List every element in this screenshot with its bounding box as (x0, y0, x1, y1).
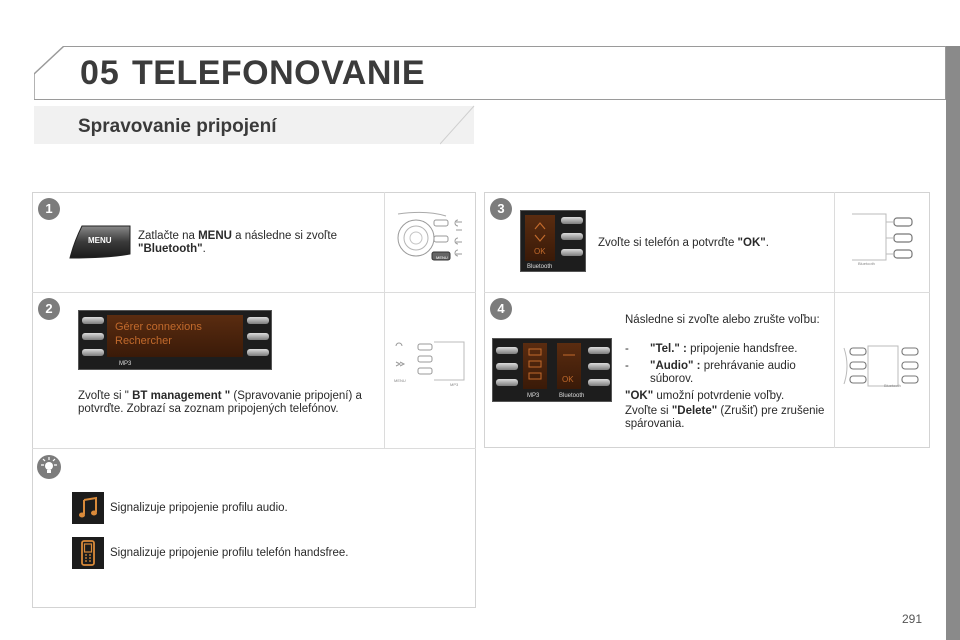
radio-panel-sketch (392, 210, 470, 276)
lcd-menu-item: Gérer connexions (115, 321, 202, 333)
sketch-status: MP3 (450, 382, 459, 387)
soft-key (496, 363, 518, 370)
step-badge-2: 2 (38, 298, 60, 320)
sketch-status: Bluetooth (858, 261, 875, 266)
status-mp3: MP3 (527, 393, 540, 399)
lcd-screen-right (557, 343, 581, 389)
lcd-ok-label: OK (562, 375, 574, 384)
step4-ok-text: "OK" umožní potvrdenie voľby. (625, 390, 785, 402)
step1-text: Zatlačte na MENU a následne si zvoľte "Bluetooth". (138, 230, 337, 255)
soft-key (588, 363, 610, 370)
menu-button-label: MENU (88, 236, 112, 245)
page-number: 291 (902, 612, 923, 626)
display-screenshot-step3 (520, 210, 586, 272)
divider (384, 192, 385, 448)
step4-delete-text: Zvoľte si "Delete" (Zrušiť) pre zrušenie spárovania. (625, 405, 825, 430)
right-edge-bar (946, 46, 960, 640)
audio-profile-text: Signalizuje pripojenie profilu audio. (110, 502, 288, 514)
sketch-status: Bluetooth (884, 383, 901, 388)
soft-key (588, 347, 610, 354)
step-badge-1: 1 (38, 198, 60, 220)
soft-key (247, 349, 269, 356)
lcd-screen (525, 215, 555, 261)
step4-item2: "Audio" : prehrávanie audio súborov. (650, 360, 796, 385)
soft-key (247, 333, 269, 340)
divider (834, 192, 835, 448)
header-slash-decoration (34, 46, 76, 100)
divider (32, 448, 476, 449)
display-screenshot-step2 (78, 310, 272, 370)
soft-key (496, 347, 518, 354)
soft-key (588, 379, 610, 386)
step-badge-3: 3 (490, 198, 512, 220)
soft-key (561, 217, 583, 224)
soft-key (82, 317, 104, 324)
step-badge-4: 4 (490, 298, 512, 320)
sketch-menu-label: MENU (394, 378, 406, 383)
status-bluetooth: Bluetooth (527, 264, 553, 270)
phone-profile-text: Signalizuje pripojenie profilu telefón handsfree. (110, 547, 349, 559)
display-screenshot-step4 (492, 338, 612, 402)
section-title: Spravovanie pripojení (78, 116, 277, 137)
tip-lightbulb-icon (36, 454, 62, 480)
status-bluetooth: Bluetooth (559, 393, 585, 399)
divider (32, 292, 476, 293)
step4-item1-dash: - (625, 343, 629, 355)
soft-key (496, 379, 518, 386)
lcd-screen-left (523, 343, 547, 389)
chapter-title: TELEFONOVANIE (132, 54, 425, 92)
step4-item1: "Tel." : pripojenie handsfree. (650, 343, 798, 355)
lcd-screen (107, 315, 243, 357)
step2-text: Zvoľte si " BT management " (Spravovanie pripojení) a potvrďte. Zobrazí sa zoznam pripojených telefónov. (78, 390, 362, 415)
phone-profile-icon (72, 537, 104, 569)
soft-key (82, 349, 104, 356)
soft-key (82, 333, 104, 340)
audio-profile-icon (72, 492, 104, 524)
chapter-number: 05 (80, 54, 120, 92)
section-slash-decoration (440, 104, 480, 146)
soft-key (561, 249, 583, 256)
status-mp3: MP3 (119, 361, 132, 367)
soft-key (561, 233, 583, 240)
step4-item2-dash: - (625, 360, 629, 372)
sketch-menu-label: MENU (436, 255, 448, 260)
step3-text: Zvoľte si telefón a potvrďte "OK". (598, 237, 769, 249)
radio-panel-sketch (842, 342, 924, 390)
soft-key (247, 317, 269, 324)
lcd-ok-label: OK (534, 247, 546, 256)
divider (484, 292, 930, 293)
lcd-menu-item: Rechercher (115, 335, 172, 347)
step4-intro: Následne si zvoľte alebo zrušte voľbu: (625, 314, 820, 326)
